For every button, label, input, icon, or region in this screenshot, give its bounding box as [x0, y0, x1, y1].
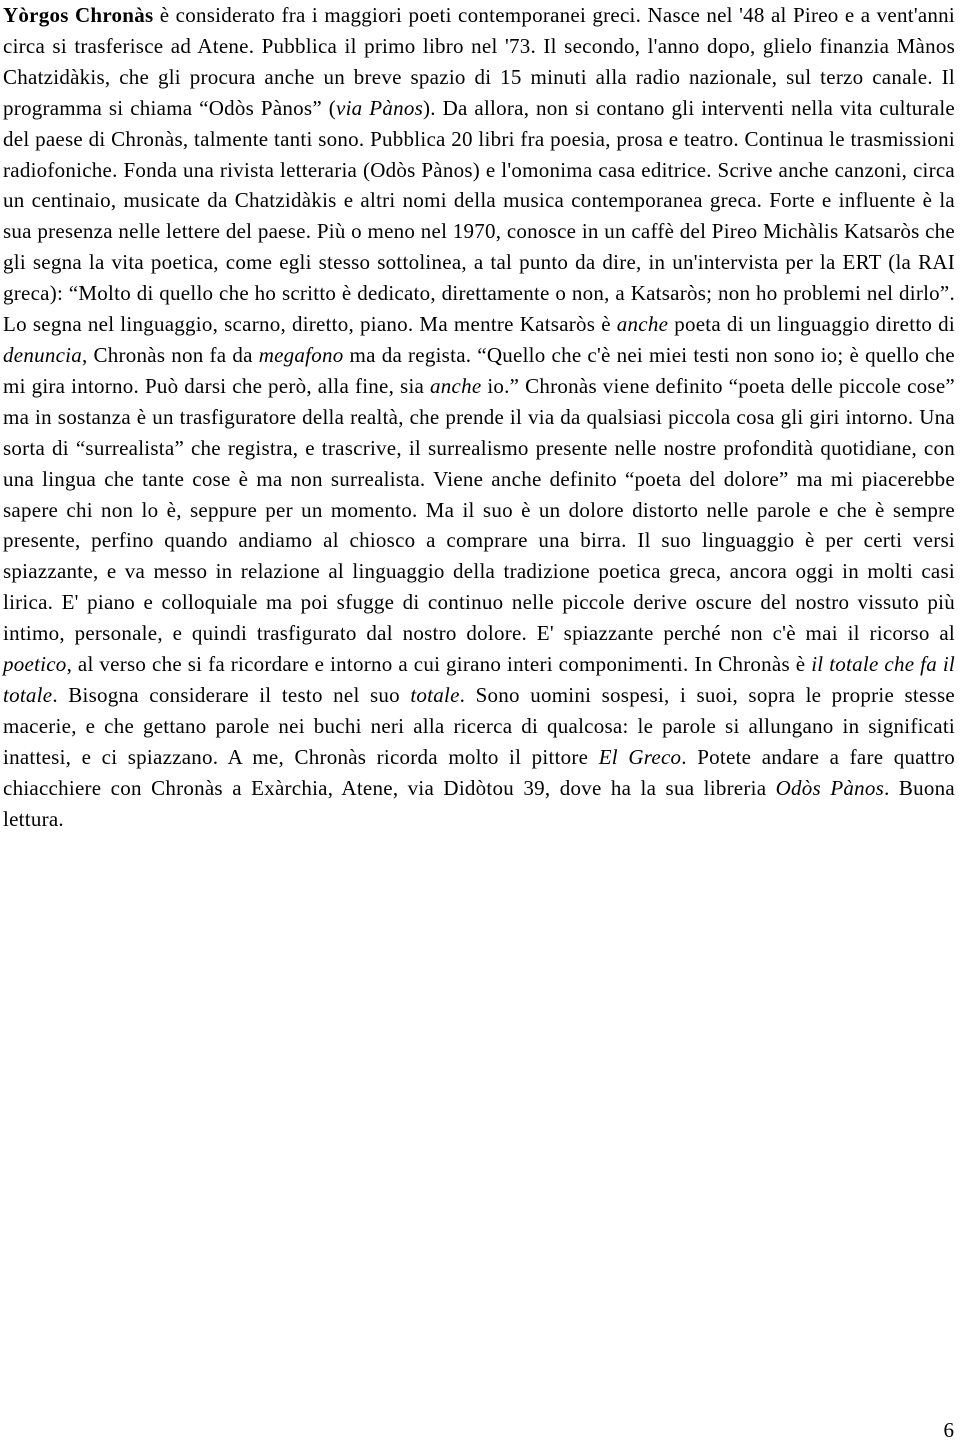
- emphasis-text: megafono: [258, 342, 344, 367]
- text-run: . Buona lettura.: [3, 775, 956, 831]
- emphasis-text: il totale che fa il totale: [3, 652, 955, 707]
- text-run: poeta di un linguaggio diretto di: [668, 312, 955, 337]
- author-name: Yòrgos Chronàs: [3, 3, 154, 27]
- emphasis-text: anche: [430, 373, 482, 398]
- text-run: , al verso che si fa ricordare e intorno a cui girano interi componimenti. In Chronàs è: [66, 652, 812, 677]
- text-run: è considerato fra i maggiori poeti contemporanei greci. Nasce nel '48 al Pireo e a vent'anni circa si trasferisce ad Atene. Pubblica il primo libro nel '73. Il secondo, l'anno dopo, glielo finanzia Mànos Chatzidàkis, che gli procura anche un breve spazio di 15 minuti alla radio nazionale, sul terzo canale. Il programma si chiama “Odòs Pànos” (: [3, 3, 956, 120]
- text-run: , Chronàs non fa da: [81, 342, 259, 367]
- text-run: . Bisogna considerare il testo nel suo: [52, 682, 411, 707]
- body-paragraph: [3, 0, 955, 834]
- emphasis-text: poetico: [3, 652, 67, 677]
- document-page: [3, 0, 955, 1446]
- text-run: ma da regista. “Quello che c'è nei miei testi non sono io; è quello che mi gira intorno. Può darsi che però, alla fine, sia: [3, 342, 955, 398]
- text-run: . Sono uomini sospesi, i suoi, sopra le proprie stesse macerie, e che gettano parole nei buchi neri alla ricerca di qualcosa: le parole si allungano in significati inattesi, e ci spiazzano. A me, Chronàs ricorda molto il pittore: [3, 682, 955, 769]
- text-run: . Potete andare a fare quattro chiacchiere con Chronàs a Exàrchia, Atene, via Didòtou 39, dove ha la sua libreria: [3, 744, 955, 800]
- text-run: io.” Chronàs viene definito “poeta delle piccole cose” ma in sostanza è un trasfiguratore della realtà, che prende il via da qualsiasi piccola cosa gli giri intorno. Una sorta di “surrealista” che registra, e trascrive, il surrealismo presente nelle nostre profondità quotidiane, con una lingua che tante cose è ma non surrealista. Viene anche definito “poeta del dolore” ma mi piacerebbe sapere chi non lo è, seppure per un momento. Ma il suo è un dolore distorto nelle parole e che è sempre presente, perfino quando andiamo al chiosco a comprare una birra. Il suo linguaggio è per certi versi spiazzante, e va messo in relazione al linguaggio della tradizione poetica greca, ancora oggi in molti casi lirica. E' piano e colloquiale ma poi sfugge di continuo nelle piccole derive oscure del nostro vissuto più intimo, personale, e quindi trasfigurato dal nostro dolore. E' spiazzante perché non c'è mai il ricorso al: [3, 373, 955, 646]
- emphasis-text: anche: [616, 312, 669, 337]
- emphasis-text: totale: [410, 682, 460, 707]
- emphasis-text: denuncia: [3, 342, 82, 367]
- emphasis-text: El Greco: [598, 744, 682, 769]
- emphasis-text: Odòs Pànos: [775, 775, 885, 800]
- page-number: 6: [943, 1418, 954, 1442]
- emphasis-text: via Pànos: [336, 95, 423, 120]
- text-run: ). Da allora, non si contano gli interventi nella vita culturale del paese di Chronàs, talmente tanti sono. Pubblica 20 libri fra poesia, prosa e teatro. Continua le trasmissioni radiofoniche. Fonda una rivista letteraria (Odòs Pànos) e l'omonima casa editrice. Scrive anche canzoni, circa un centinaio, musicate da Chatzidàkis e altri nomi della musica contemporanea greca. Forte e influente è la sua presenza nelle lettere del paese. Più o meno nel 1970, conosce in un caffè del Pireo Michàlis Katsaròs che gli segna la vita poetica, come egli stesso sottolinea, a tal punto da dire, in un'intervista per la ERT (la RAI greca): “Molto di quello che ho scritto è dedicato, direttamente o non, a Katsaròs; non ho problemi nel dirlo”. Lo segna nel linguaggio, scarno, diretto, piano. Ma mentre Katsaròs è: [3, 95, 955, 337]
